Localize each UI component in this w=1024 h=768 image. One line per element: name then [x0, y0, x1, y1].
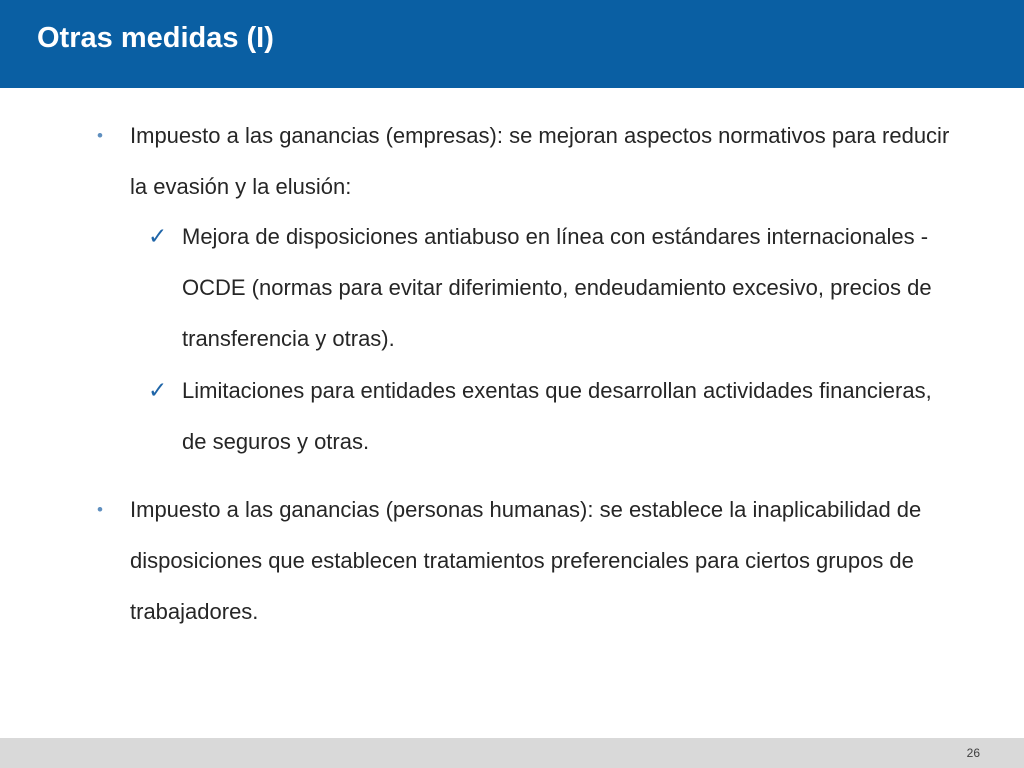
- sub-bullet-text-exempt-entities: Limitaciones para entidades exentas que desarrollan actividades financieras, de seguros y otras.: [182, 378, 932, 454]
- sub-bullet-antiabuse: [148, 211, 942, 364]
- bullet-item-human-persons: [97, 484, 970, 637]
- page-number: 26: [966, 746, 980, 760]
- slide-title: Otras medidas (I): [37, 22, 274, 54]
- sub-bullet-text-antiabuse: Mejora de disposiciones antiabuso en línea con estándares internacionales - OCDE (normas para evitar diferimiento, endeudamiento excesivo, precios de transferencia y otras).: [182, 224, 932, 351]
- bullet-text-human-persons: Impuesto a las ganancias (personas humanas): se establece la inaplicabilidad de disposiciones que establecen tratamientos preferenciales para ciertos grupos de trabajadores.: [130, 497, 922, 624]
- bullet-dot-icon: •: [97, 500, 103, 519]
- bullet-text-business-taxes: Impuesto a las ganancias (empresas): se mejoran aspectos normativos para reducir la evasión y la elusión:: [130, 123, 950, 199]
- checkmark-icon: ✓: [148, 223, 168, 249]
- sub-bullet-exempt-entities: [148, 365, 942, 467]
- slide-header: [0, 0, 1024, 88]
- bullet-dot-icon: •: [97, 126, 103, 145]
- slide-footer: [0, 738, 1024, 768]
- bullet-item-business-taxes: [97, 110, 970, 212]
- checkmark-icon: ✓: [148, 377, 168, 403]
